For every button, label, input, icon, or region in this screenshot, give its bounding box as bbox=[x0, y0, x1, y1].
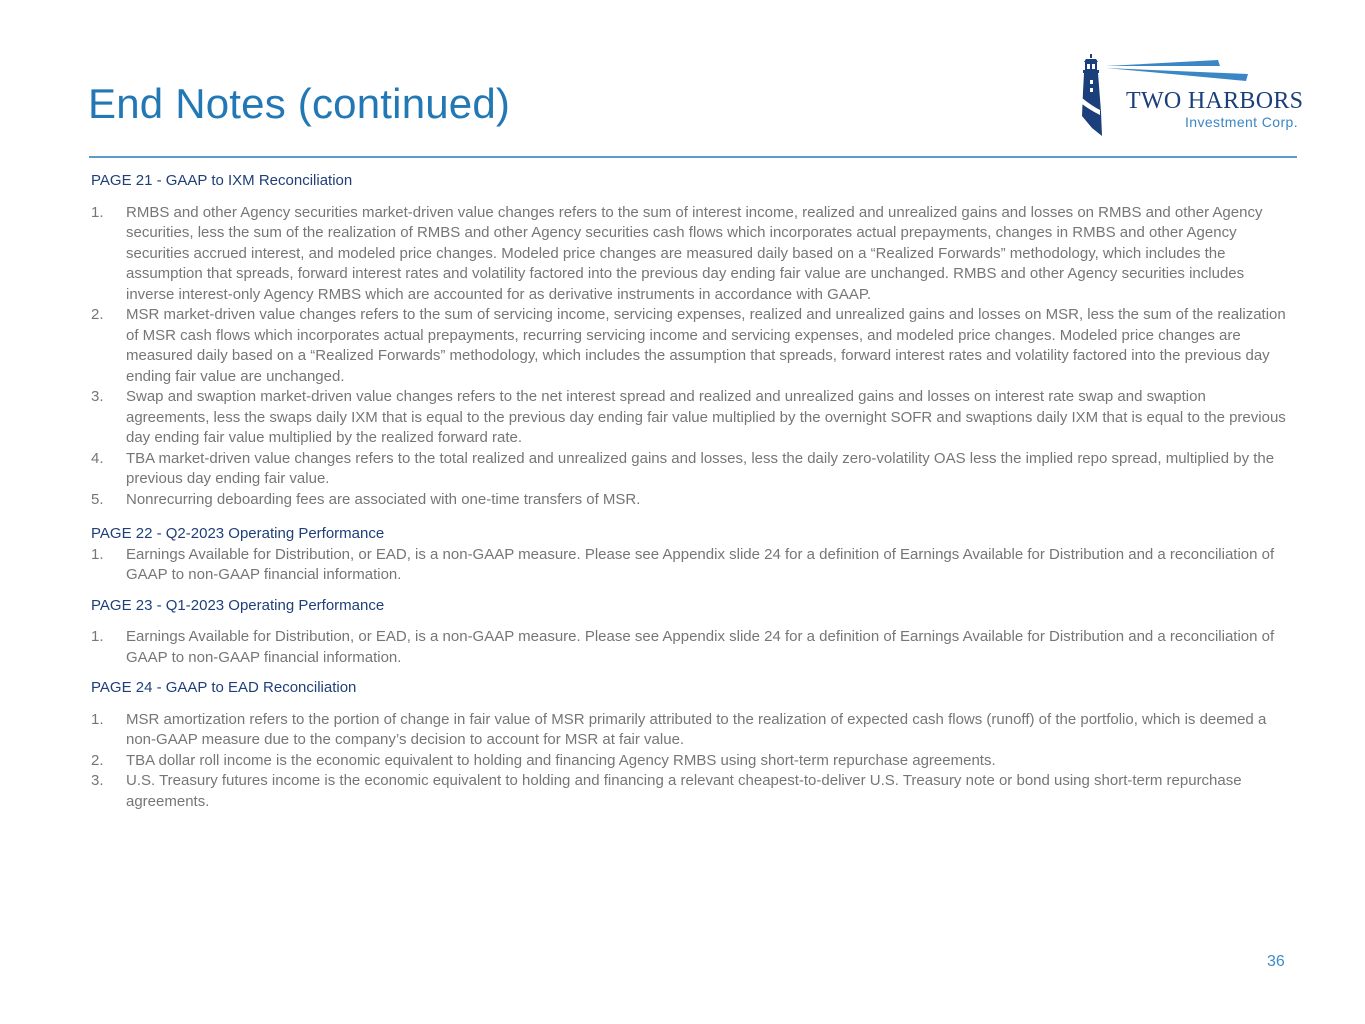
section-heading: PAGE 24 - GAAP to EAD Reconciliation bbox=[91, 679, 357, 696]
note-number: 3. bbox=[91, 772, 104, 789]
note-text: U.S. Treasury futures income is the economic equivalent to holding and financing a relevant cheapest-to-deliver U.S. Treasury note or bond using short-term repurchase agreements. bbox=[126, 772, 1242, 810]
note-number: 1. bbox=[91, 628, 104, 645]
note-item bbox=[91, 305, 1291, 387]
note-item bbox=[91, 203, 1291, 306]
note-number: 3. bbox=[91, 388, 104, 405]
end-notes-body bbox=[91, 171, 1291, 812]
note-number: 4. bbox=[91, 449, 104, 467]
logo-name: TWO HARBORS bbox=[1126, 88, 1304, 114]
page-number: 36 bbox=[1267, 953, 1285, 970]
note-item bbox=[91, 387, 1291, 449]
note-text: RMBS and other Agency securities market-driven value changes refers to the sum of interest income, realized and unrealized gains and losses on RMBS and other Agency securities, less the sum of the realization of RMBS and other Agency securities cash flows which incorporates actual prepayments, changes in RMBS and other Agency securities accrued interest, and modeled price changes. Modeled price changes are measured daily based on a “Realized Forwards” methodology, which includes the assumption that spreads, forward interest rates and volatility factored into the previous day ending fair value are unchanged. RMBS and other Agency securities includes inverse interest-only Agency RMBS which are accounted for as derivative instruments in accordance with GAAP. bbox=[126, 203, 1263, 303]
note-list bbox=[91, 545, 1291, 586]
note-number: 1. bbox=[91, 203, 104, 221]
note-list bbox=[91, 203, 1291, 511]
note-text: TBA market-driven value changes refers to the total realized and unrealized gains and losses, less the daily zero-volatility OAS less the implied repo spread, multiplied by the previous day ending fair value. bbox=[126, 449, 1275, 487]
note-text: Nonrecurring deboarding fees are associated with one-time transfers of MSR. bbox=[126, 490, 641, 508]
note-item bbox=[91, 490, 1291, 511]
note-item bbox=[91, 751, 1291, 772]
section-page-23 bbox=[91, 596, 1291, 669]
note-text: Swap and swaption market-driven value changes refers to the net interest spread and realized and unrealized gains and losses on interest rate swap and swaption agreements, less the swaps daily IXM that is equal to the previous day ending fair value multiplied by the overnight SOFR and swaptions daily IXM that is equal to the previous day ending fair value multiplied by the realized forward rate. bbox=[126, 388, 1286, 446]
note-item bbox=[91, 771, 1291, 812]
note-item bbox=[91, 627, 1291, 668]
note-text: Earnings Available for Distribution, or EAD, is a non-GAAP measure. Please see Appendix slide 24 for a definition of Earnings Available for Distribution and a reconciliation of GAAP to non-GAAP financial information. bbox=[126, 545, 1275, 583]
note-number: 2. bbox=[91, 306, 104, 323]
section-heading: PAGE 22 - Q2-2023 Operating Performance bbox=[91, 525, 385, 542]
note-number: 1. bbox=[91, 545, 104, 563]
note-list bbox=[91, 710, 1291, 813]
page-title: End Notes (continued) bbox=[88, 80, 511, 127]
note-text: MSR market-driven value changes refers to the sum of servicing income, servicing expenses, realized and unrealized gains and losses on MSR, less the sum of the realization of MSR cash flows which incorporates actual prepayments, recurring servicing income and servicing expenses, and modeled price changes. Modeled price changes are measured daily based on a “Realized Forwards” methodology, which includes the assumption that spreads, forward interest rates and volatility factored into the previous day ending fair value are unchanged. bbox=[126, 306, 1286, 385]
note-number: 1. bbox=[91, 710, 104, 728]
note-list bbox=[91, 627, 1291, 668]
note-text: MSR amortization refers to the portion of change in fair value of MSR primarily attributed to the realization of expected cash flows (runoff) of the portfolio, which is deemed a non-GAAP measure due to the company’s decision to account for MSR at fair value. bbox=[126, 710, 1267, 748]
section-page-21 bbox=[91, 171, 1291, 510]
note-item bbox=[91, 449, 1291, 490]
note-text: Earnings Available for Distribution, or EAD, is a non-GAAP measure. Please see Appendix slide 24 for a definition of Earnings Available for Distribution and a reconciliation of GAAP to non-GAAP financial information. bbox=[126, 628, 1275, 666]
note-item bbox=[91, 710, 1291, 751]
section-page-24 bbox=[91, 678, 1291, 812]
section-heading: PAGE 21 - GAAP to IXM Reconciliation bbox=[91, 172, 353, 189]
company-logo bbox=[1078, 52, 1303, 142]
logo-subtitle: Investment Corp. bbox=[1185, 114, 1298, 130]
note-text: TBA dollar roll income is the economic equivalent to holding and financing Agency RMBS using short-term repurchase agreements. bbox=[126, 751, 996, 769]
title-divider bbox=[89, 156, 1297, 158]
note-number: 2. bbox=[91, 751, 104, 769]
section-heading: PAGE 23 - Q1-2023 Operating Performance bbox=[91, 596, 385, 614]
section-page-22 bbox=[91, 524, 1291, 586]
note-item bbox=[91, 545, 1291, 586]
note-number: 5. bbox=[91, 490, 104, 508]
